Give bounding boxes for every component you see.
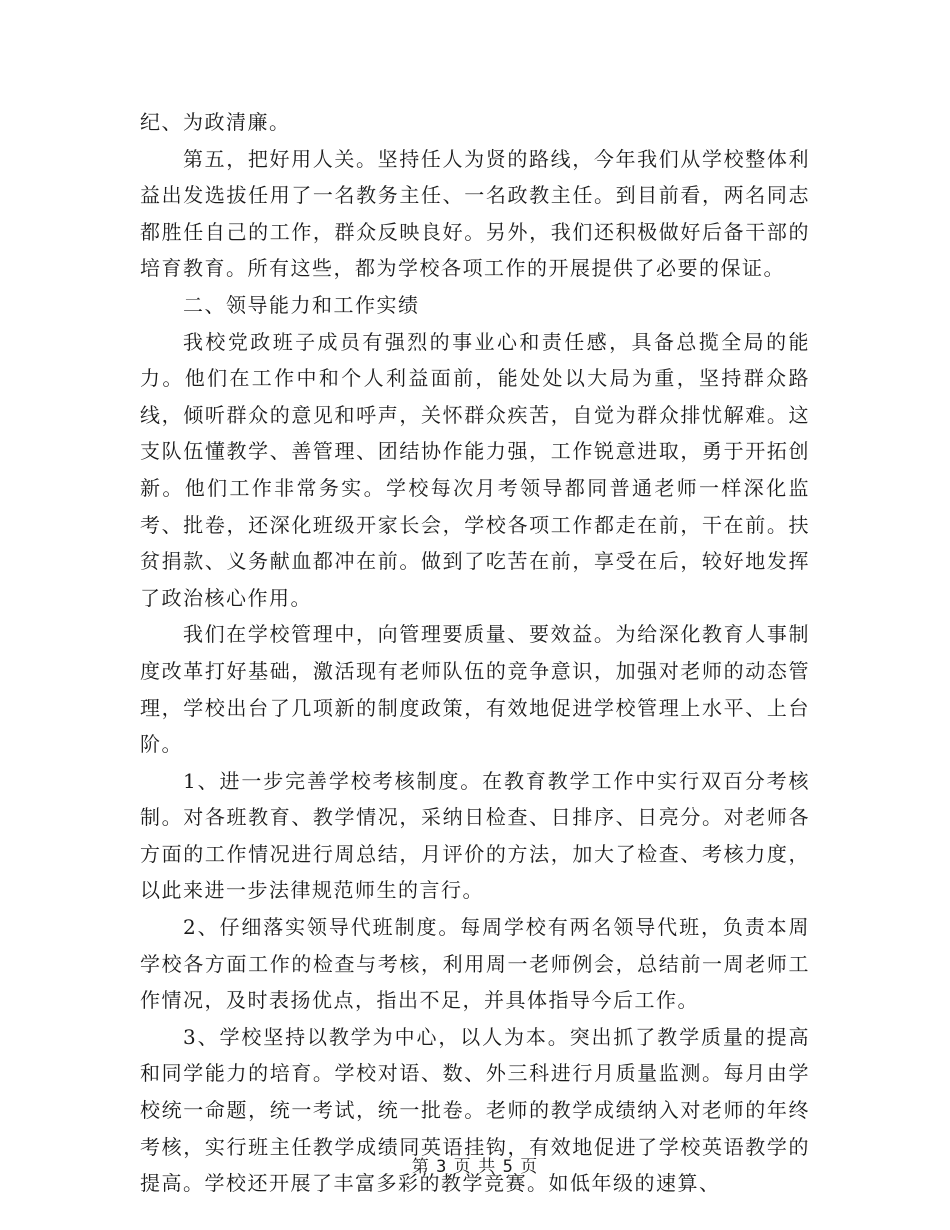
footer-suffix: 页 [520,1157,539,1177]
paragraph: 我们在学校管理中，向管理要质量、要效益。为给深化教育人事制度改革打好基础，激活现有老师队伍的竞争意识，加强对老师的动态管理，学校出台了几项新的制度政策，有效地促进学校管理上水平、上台阶。 [140,622,810,757]
paragraph: 我校党政班子成员有强烈的事业心和责任感，具备总揽全局的能力。他们在工作中和个人利益面前，能处处以大局为重，坚持群众路线，倾听群众的意见和呼声，关怀群众疾苦，自觉为群众排忧解难。这支队伍懂教学、善管理、团结协作能力强，工作锐意进取，勇于开拓创新。他们工作非常务实。学校每次月考领导都同普通老师一样深化监考、批卷，还深化班级开家长会，学校各项工作都走在前，干在前。扶贫捐款、义务献血都冲在前。做到了吃苦在前，享受在后，较好地发挥了政治核心作用。 [140,329,810,610]
page-footer [0,1152,950,1177]
list-item-paragraph: 2、仔细落实领导代班制度。每周学校有两名领导代班，负责本周学校各方面工作的检查与考核，利用周一老师例会，总结前一周老师工作情况，及时表扬优点，指出不足，并具体指导今后工作。 [140,915,810,1013]
footer-prefix: 第 [411,1157,430,1177]
total-pages-number: 5 [502,1157,514,1177]
paragraph: 第五，把好用人关。坚持任人为贤的路线，今年我们从学校整体利益出发选拔任用了一名教务主任、一名政教主任。到目前看，两名同志都胜任自己的工作，群众反映良好。另外，我们还积极做好后备干部的培育教育。所有这些，都为学校各项工作的开展提供了必要的保证。 [140,146,810,281]
document-body [140,104,810,1202]
paragraph: 纪、为政清廉。 [140,110,291,134]
current-page-number: 3 [436,1157,448,1177]
list-item-paragraph: 1、进一步完善学校考核制度。在教育教学工作中实行双百分考核制。对各班教育、教学情况，采纳日检查、日排序、日亮分。对老师各方面的工作情况进行周总结，月评价的方法，加大了检查、考核力度，以此来进一步法律规范师生的言行。 [140,768,810,903]
section-heading: 二、领导能力和工作实绩 [183,292,420,317]
footer-middle: 页 共 [453,1157,497,1177]
list-item-paragraph: 3、学校坚持以教学为中心，以人为本。突出抓了教学质量的提高和同学能力的培育。学校对语、数、外三科进行月质量监测。每月由学校统一命题，统一考试，统一批卷。老师的教学成绩纳入对老师的年终考核，实行班主任教学成绩同英语挂钩，有效地促进了学校英语教学的提高。学校还开展了丰富多彩的教学竞赛。如低年级的速算、 [140,1024,810,1196]
